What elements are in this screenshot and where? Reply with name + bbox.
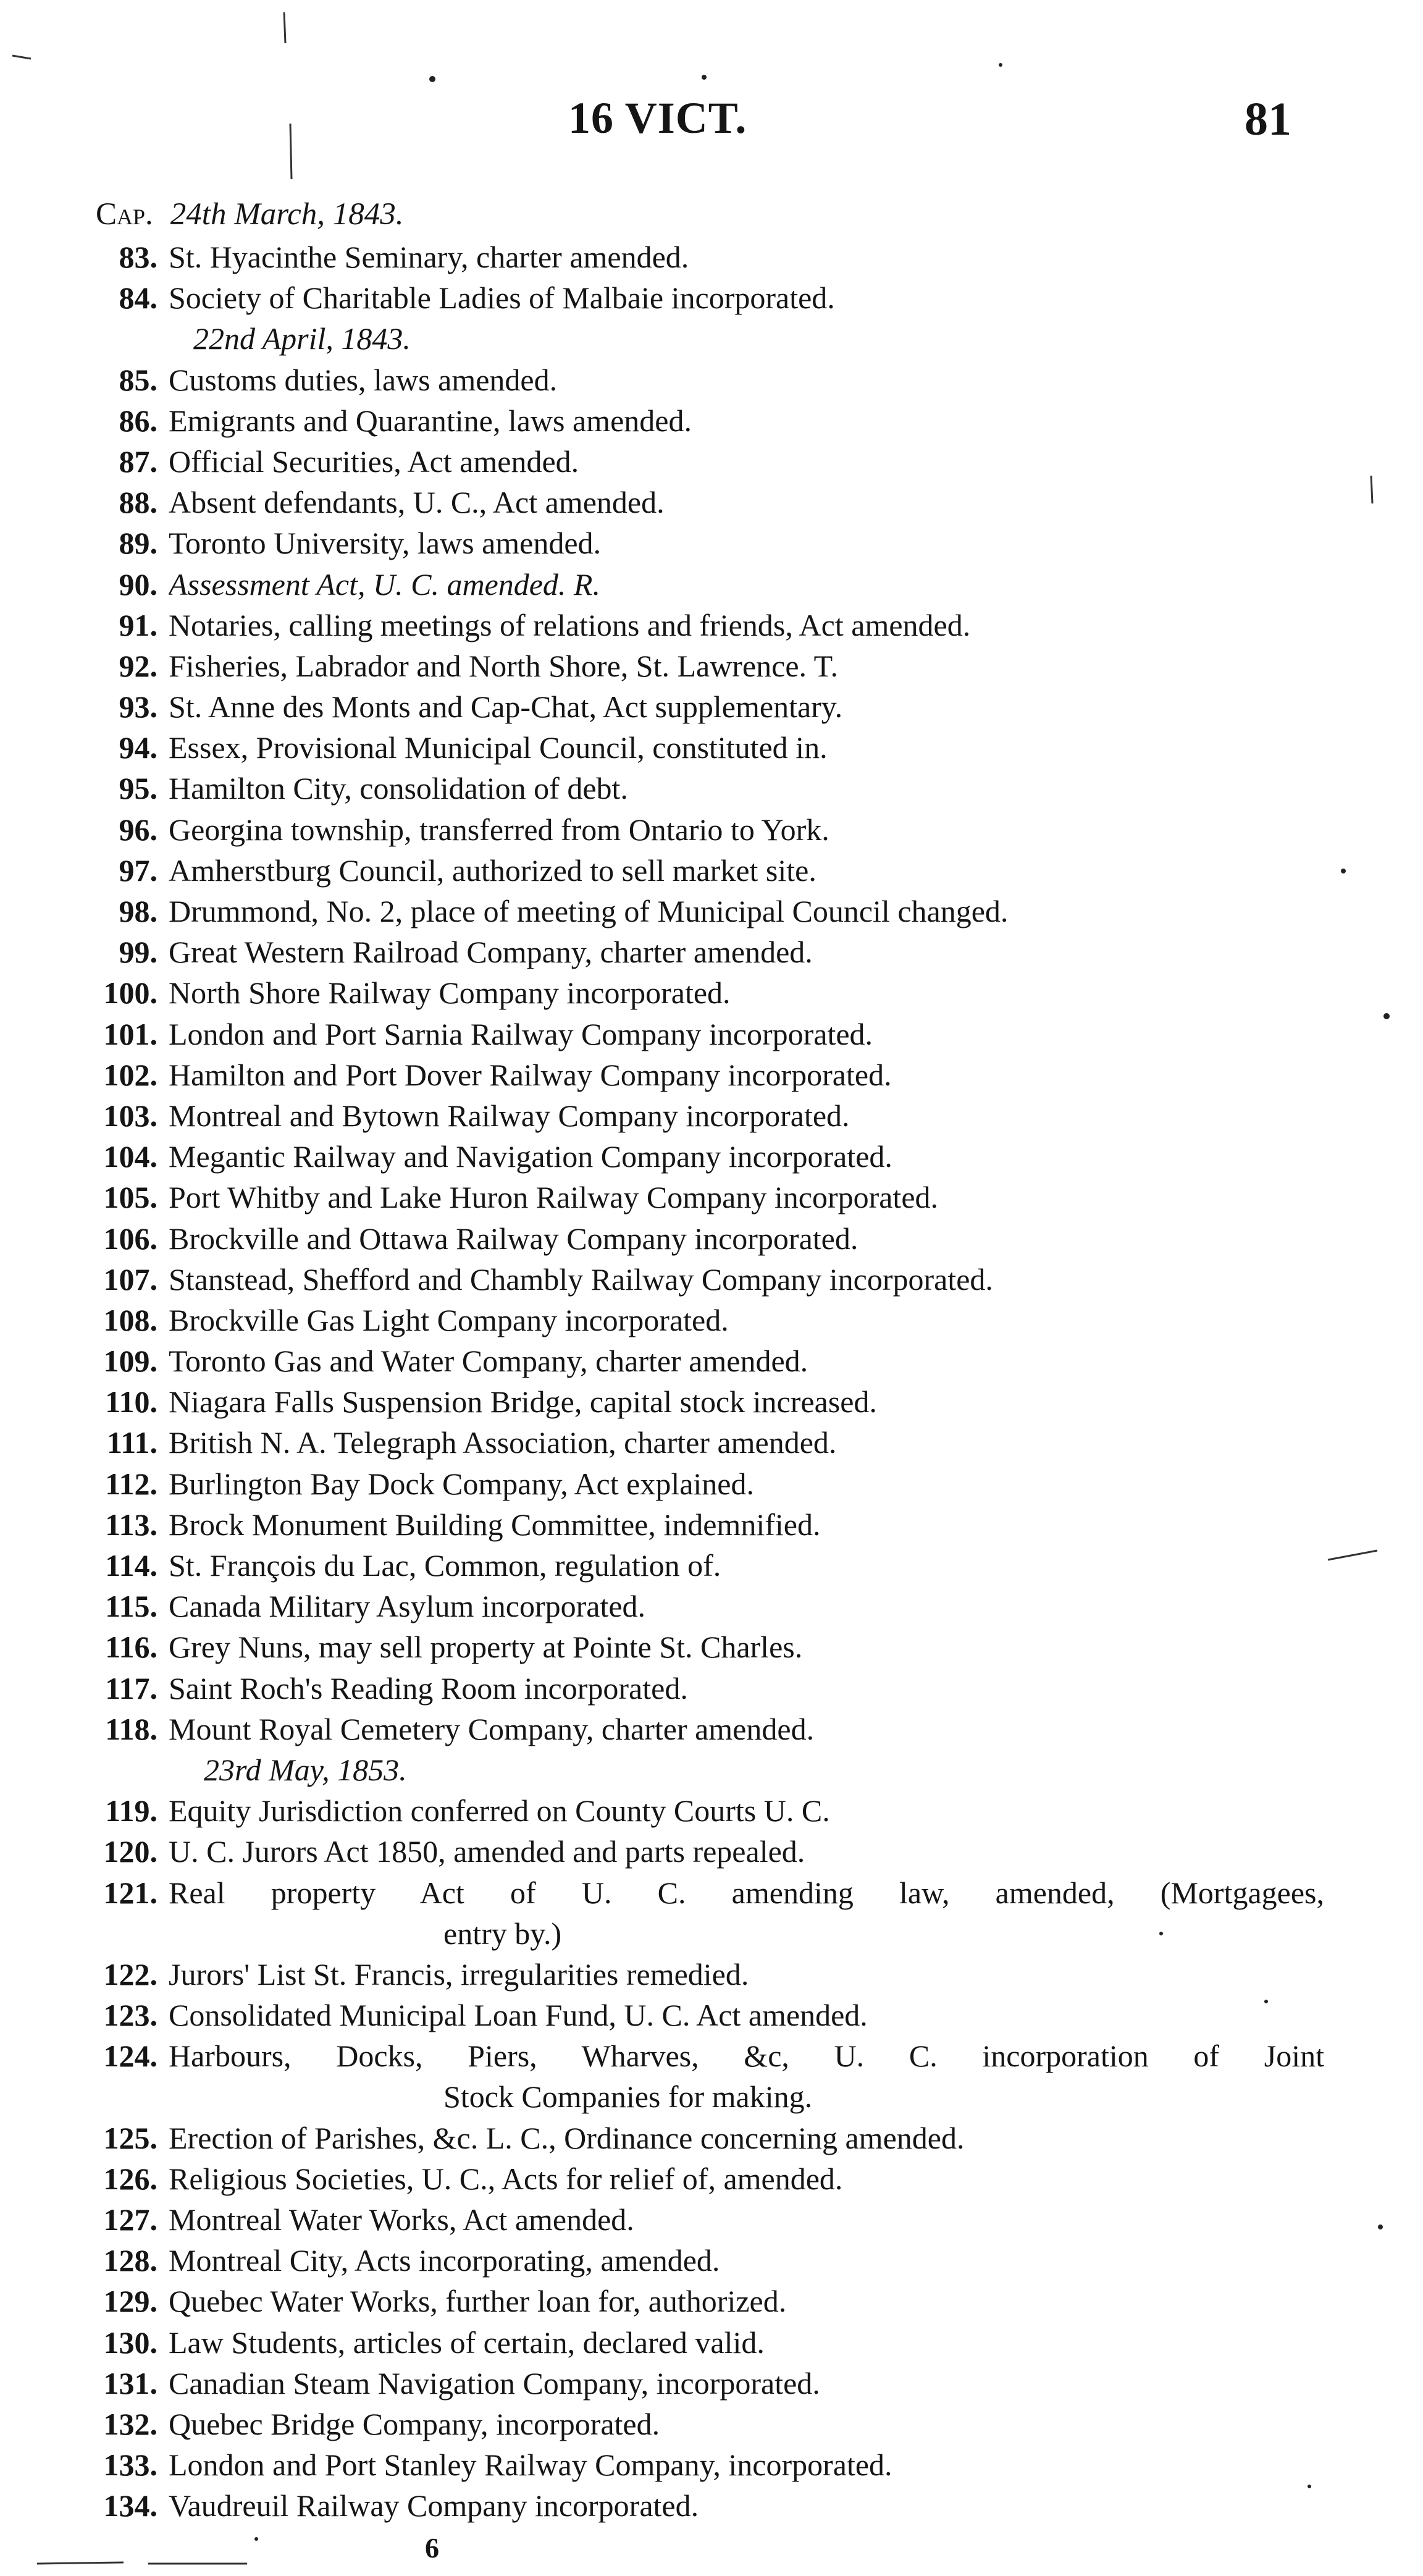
chapter-title: Stanstead, Shefford and Chambly Railway Company incorporated. bbox=[169, 1261, 993, 1297]
chapter-title: Canadian Steam Navigation Company, incorporated. bbox=[169, 2365, 820, 2401]
speck bbox=[429, 76, 435, 82]
chapter-number: 133. bbox=[103, 2448, 157, 2483]
chapter-title: Erection of Parishes, &c. L. C., Ordinance concerning amended. bbox=[169, 2120, 965, 2155]
chapter-number: 132. bbox=[103, 2406, 157, 2441]
chapter-title: Quebec Water Works, further loan for, authorized. bbox=[169, 2284, 787, 2319]
chapter-title: Consolidated Municipal Loan Fund, U. C. Act amended. bbox=[169, 1998, 868, 2033]
chapter-title: Grey Nuns, may sell property at Pointe St. Charles. bbox=[169, 1630, 803, 1665]
chapter-title: Saint Roch's Reading Room incorporated. bbox=[169, 1670, 688, 1706]
chapter-title: Montreal City, Acts incorporating, amended. bbox=[169, 2243, 720, 2278]
chapter-number: 84. bbox=[119, 280, 157, 316]
chapter-number: 86. bbox=[119, 403, 157, 438]
chapter-number: 115. bbox=[105, 1589, 157, 1624]
chapter-number: 134. bbox=[103, 2488, 157, 2523]
chapter-number: 104. bbox=[103, 1139, 157, 1174]
chapter-number: 93. bbox=[119, 689, 157, 725]
chapter-number: 111. bbox=[107, 1425, 157, 1460]
chapter-number: 90. bbox=[119, 566, 157, 602]
chapter-number: 96. bbox=[119, 812, 157, 847]
scratch bbox=[37, 2562, 124, 2564]
speck bbox=[702, 75, 707, 80]
chapter-title: Great Western Railroad Company, charter amended. bbox=[169, 935, 813, 970]
chapter-title: Religious Societies, U. C., Acts for relief of, amended. bbox=[169, 2161, 843, 2196]
chapter-number: 100. bbox=[103, 975, 157, 1011]
speck bbox=[1378, 2225, 1383, 2229]
chapter-number: 119. bbox=[105, 1793, 157, 1829]
chapter-number: 129. bbox=[103, 2284, 157, 2319]
chapter-title: Megantic Railway and Navigation Company incorporated. bbox=[169, 1139, 892, 1174]
chapter-title: Montreal Water Works, Act amended. bbox=[169, 2202, 634, 2237]
scratch-group bbox=[12, 12, 1377, 2564]
chapter-title: Toronto University, laws amended. bbox=[169, 526, 602, 561]
continuation-text: entry by.) bbox=[443, 1916, 562, 1951]
speck-group bbox=[254, 63, 1390, 2541]
chapter-number: 85. bbox=[119, 362, 157, 397]
chapter-title: Brockville and Ottawa Railway Company incorporated. bbox=[169, 1221, 858, 1256]
chapter-number: 97. bbox=[119, 852, 157, 888]
continuation-text: Stock Companies for making. bbox=[443, 2079, 813, 2115]
chapter-number: 124. bbox=[103, 2039, 157, 2074]
date-heading-text: 22nd April, 1843. bbox=[193, 321, 411, 356]
chapter-title: Notaries, calling meetings of relations and friends, Act amended. bbox=[169, 607, 971, 642]
chapter-number: 122. bbox=[103, 1956, 157, 1992]
chapter-title: Vaudreuil Railway Company incorporated. bbox=[169, 2488, 699, 2523]
scratch bbox=[1371, 476, 1372, 503]
chapter-number: 101. bbox=[103, 1016, 157, 1051]
chapter-number: 131. bbox=[103, 2365, 157, 2401]
chapter-number: 113. bbox=[105, 1507, 157, 1542]
chapter-title: Burlington Bay Dock Company, Act explained. bbox=[169, 1466, 754, 1501]
scratch bbox=[1328, 1551, 1377, 1560]
chapter-number: 126. bbox=[103, 2161, 157, 2196]
chapter-number: 91. bbox=[119, 607, 157, 642]
chapter-title: Brock Monument Building Committee, indemnified. bbox=[169, 1507, 821, 1542]
chapter-title: London and Port Sarnia Railway Company incorporated. bbox=[169, 1016, 873, 1051]
chapter-number: 98. bbox=[119, 894, 157, 928]
chapter-number: 103. bbox=[103, 1098, 157, 1133]
chapter-number: 108. bbox=[103, 1302, 157, 1337]
scratch bbox=[290, 124, 292, 179]
chapter-title: Official Securities, Act amended. bbox=[169, 444, 579, 479]
chapter-title: Drummond, No. 2, place of meeting of Municipal Council changed. bbox=[169, 894, 1009, 928]
chapter-number: 105. bbox=[103, 1180, 157, 1215]
chapter-title: U. C. Jurors Act 1850, amended and parts repealed. bbox=[169, 1834, 805, 1869]
chapter-title: Brockville Gas Light Company incorporated. bbox=[169, 1302, 729, 1337]
speck bbox=[1383, 1013, 1390, 1019]
scratch bbox=[12, 56, 31, 59]
chapter-title: Jurors' List St. Francis, irregularities remedied. bbox=[169, 1956, 749, 1992]
chapter-title: St. Anne des Monts and Cap-Chat, Act supplementary. bbox=[169, 689, 843, 725]
chapter-title: London and Port Stanley Railway Company, incorporated. bbox=[169, 2448, 892, 2483]
signature-mark: 6 bbox=[425, 2532, 439, 2564]
chapter-title: Canada Military Asylum incorporated. bbox=[169, 1589, 646, 1624]
chapter-title: Customs duties, laws amended. bbox=[169, 362, 558, 397]
speck bbox=[1264, 2000, 1268, 2003]
speck bbox=[254, 2537, 258, 2541]
chapter-title: Amherstburg Council, authorized to sell market site. bbox=[169, 852, 816, 888]
chapter-title: Quebec Bridge Company, incorporated. bbox=[169, 2406, 660, 2441]
chapter-number: 87. bbox=[119, 444, 157, 479]
chapter-title: Port Whitby and Lake Huron Railway Company incorporated. bbox=[169, 1180, 939, 1215]
chapter-number: 92. bbox=[119, 648, 157, 683]
chapter-number: 118. bbox=[105, 1711, 157, 1746]
speck bbox=[1308, 2485, 1311, 2488]
chapter-title: Harbours, Docks, Piers, Wharves, &c, U. C. incorporation of Joint bbox=[169, 2039, 1324, 2074]
speck bbox=[1341, 869, 1346, 873]
chapter-number: 95. bbox=[119, 771, 157, 806]
chapter-title: St. François du Lac, Common, regulation of. bbox=[169, 1548, 721, 1583]
chapter-number: 127. bbox=[103, 2202, 157, 2237]
chapter-number: 94. bbox=[119, 730, 157, 765]
chapter-title: British N. A. Telegraph Association, charter amended. bbox=[169, 1425, 837, 1460]
scratch bbox=[284, 12, 285, 43]
date-heading-text: 23rd May, 1853. bbox=[204, 1752, 407, 1787]
session-date: 24th March, 1843. bbox=[170, 197, 404, 232]
chapter-title: Montreal and Bytown Railway Company incorporated. bbox=[169, 1098, 850, 1133]
speck bbox=[1159, 1932, 1163, 1935]
chapter-number: 130. bbox=[103, 2325, 157, 2360]
chapter-number: 114. bbox=[105, 1548, 157, 1583]
chapter-number: 107. bbox=[103, 1261, 157, 1297]
chapter-title: Essex, Provisional Municipal Council, constituted in. bbox=[169, 730, 828, 765]
chapter-title: Fisheries, Labrador and North Shore, St. Lawrence. T. bbox=[169, 648, 838, 683]
speck bbox=[999, 63, 1002, 67]
chapter-number: 83. bbox=[119, 240, 157, 274]
chapter-title: Emigrants and Quarantine, laws amended. bbox=[169, 403, 692, 438]
chapter-number: 106. bbox=[103, 1221, 157, 1256]
page-number: 81 bbox=[1245, 93, 1291, 145]
chapter-title: Mount Royal Cemetery Company, charter amended. bbox=[169, 1711, 815, 1746]
chapter-title: Niagara Falls Suspension Bridge, capital stock increased. bbox=[169, 1384, 877, 1420]
chapter-title: St. Hyacinthe Seminary, charter amended. bbox=[169, 240, 689, 274]
chapter-title: Georgina township, transferred from Ontario to York. bbox=[169, 812, 829, 847]
chapter-title: Real property Act of U. C. amending law, amended, (Mortgagees, bbox=[169, 1875, 1324, 1910]
chapter-number: 109. bbox=[103, 1344, 157, 1379]
chapter-number: 117. bbox=[105, 1670, 157, 1706]
chapter-number: 110. bbox=[105, 1384, 157, 1420]
chapter-number: 116. bbox=[105, 1630, 157, 1665]
chapter-number: 99. bbox=[119, 935, 157, 970]
chapter-number: 120. bbox=[103, 1834, 157, 1869]
chapter-number: 88. bbox=[119, 485, 157, 520]
chapter-number: 89. bbox=[119, 526, 157, 561]
chapter-title: Society of Charitable Ladies of Malbaie incorporated. bbox=[169, 280, 835, 316]
chapter-number: 102. bbox=[103, 1057, 157, 1092]
chapter-title: Assessment Act, U. C. amended. R. bbox=[169, 566, 600, 602]
chapter-number: 125. bbox=[103, 2120, 157, 2155]
chapter-number: 121. bbox=[103, 1875, 157, 1910]
chapter-title: Equity Jurisdiction conferred on County Courts U. C. bbox=[169, 1793, 830, 1829]
chapter-number: 128. bbox=[103, 2243, 157, 2278]
chapter-title: Absent defendants, U. C., Act amended. bbox=[169, 485, 665, 520]
chapter-title: Law Students, articles of certain, declared valid. bbox=[169, 2325, 765, 2360]
chapter-title: North Shore Railway Company incorporated. bbox=[169, 975, 731, 1011]
cap-label: Cap. bbox=[96, 197, 153, 232]
running-header-title: 16 VICT. bbox=[568, 93, 747, 143]
chapter-number: 123. bbox=[103, 1998, 157, 2033]
chapter-title: Toronto Gas and Water Company, charter amended. bbox=[169, 1344, 808, 1379]
chapter-title: Hamilton and Port Dover Railway Company incorporated. bbox=[169, 1057, 892, 1092]
chapter-title: Hamilton City, consolidation of debt. bbox=[169, 771, 628, 806]
chapter-number: 112. bbox=[105, 1466, 157, 1501]
